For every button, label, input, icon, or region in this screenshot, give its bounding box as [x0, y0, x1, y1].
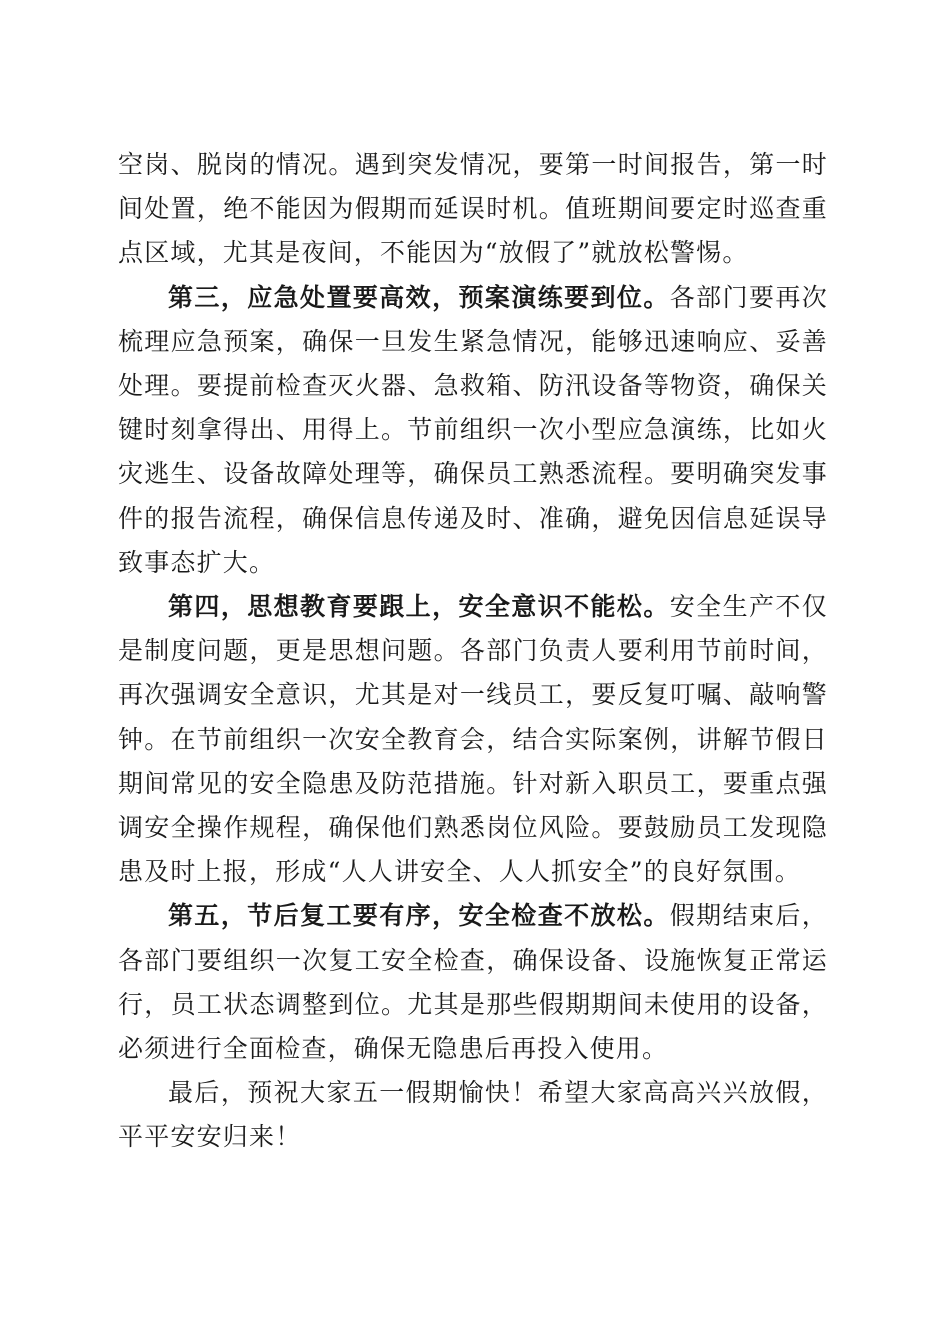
paragraph-text: 假期结束后，各部门要组织一次复工安全检查，确保设备、设施恢复正常运行，员工状态调整到位。尤其是那些假期期间未使用的设备，必须进行全面检查，确保无隐患后再投入使用。 [118, 901, 828, 1064]
paragraph-closing [118, 1071, 828, 1159]
paragraph-third-point [118, 276, 828, 585]
paragraph-text: 各部门要再次梳理应急预案，确保一旦发生紧急情况，能够迅速响应、妥善处理。要提前检查灭火器、急救箱、防汛设备等物资，确保关键时刻拿得出、用得上。节前组织一次小型应急演练，比如火灾逃生、设备故障处理等，确保员工熟悉流程。要明确突发事件的报告流程，确保信息传递及时、准确，避免因信息延误导致事态扩大。 [118, 282, 828, 577]
paragraph-text: 安全生产不仅是制度问题，更是思想问题。各部门负责人要利用节前时间，再次强调安全意识，尤其是对一线员工，要反复叮嘱、敲响警钟。在节前组织一次安全教育会，结合实际案例，讲解节假日期间常见的安全隐患及防范措施。针对新入职员工，要重点强调安全操作规程，确保他们熟悉岗位风险。要鼓励员工发现隐患及时上报，形成“人人讲安全、人人抓安全”的良好氛围。 [118, 592, 828, 887]
paragraph-continuation [118, 143, 828, 276]
paragraph-heading: 第三，应急处置要高效，预案演练要到位。 [168, 282, 670, 312]
paragraph-text: 空岗、脱岗的情况。遇到突发情况，要第一时间报告，第一时间处置，绝不能因为假期而延误时机。值班期间要定时巡查重点区域，尤其是夜间，不能因为“放假了”就放松警惕。 [118, 150, 828, 268]
paragraph-text: 最后，预祝大家五一假期愉快！希望大家高高兴兴放假，平平安安归来！ [118, 1078, 828, 1152]
paragraph-fifth-point [118, 894, 828, 1071]
paragraph-heading: 第四，思想教育要跟上，安全意识不能松。 [168, 592, 670, 622]
document-page [118, 143, 828, 1160]
paragraph-fourth-point [118, 585, 828, 894]
paragraph-heading: 第五，节后复工要有序，安全检查不放松。 [168, 901, 670, 931]
